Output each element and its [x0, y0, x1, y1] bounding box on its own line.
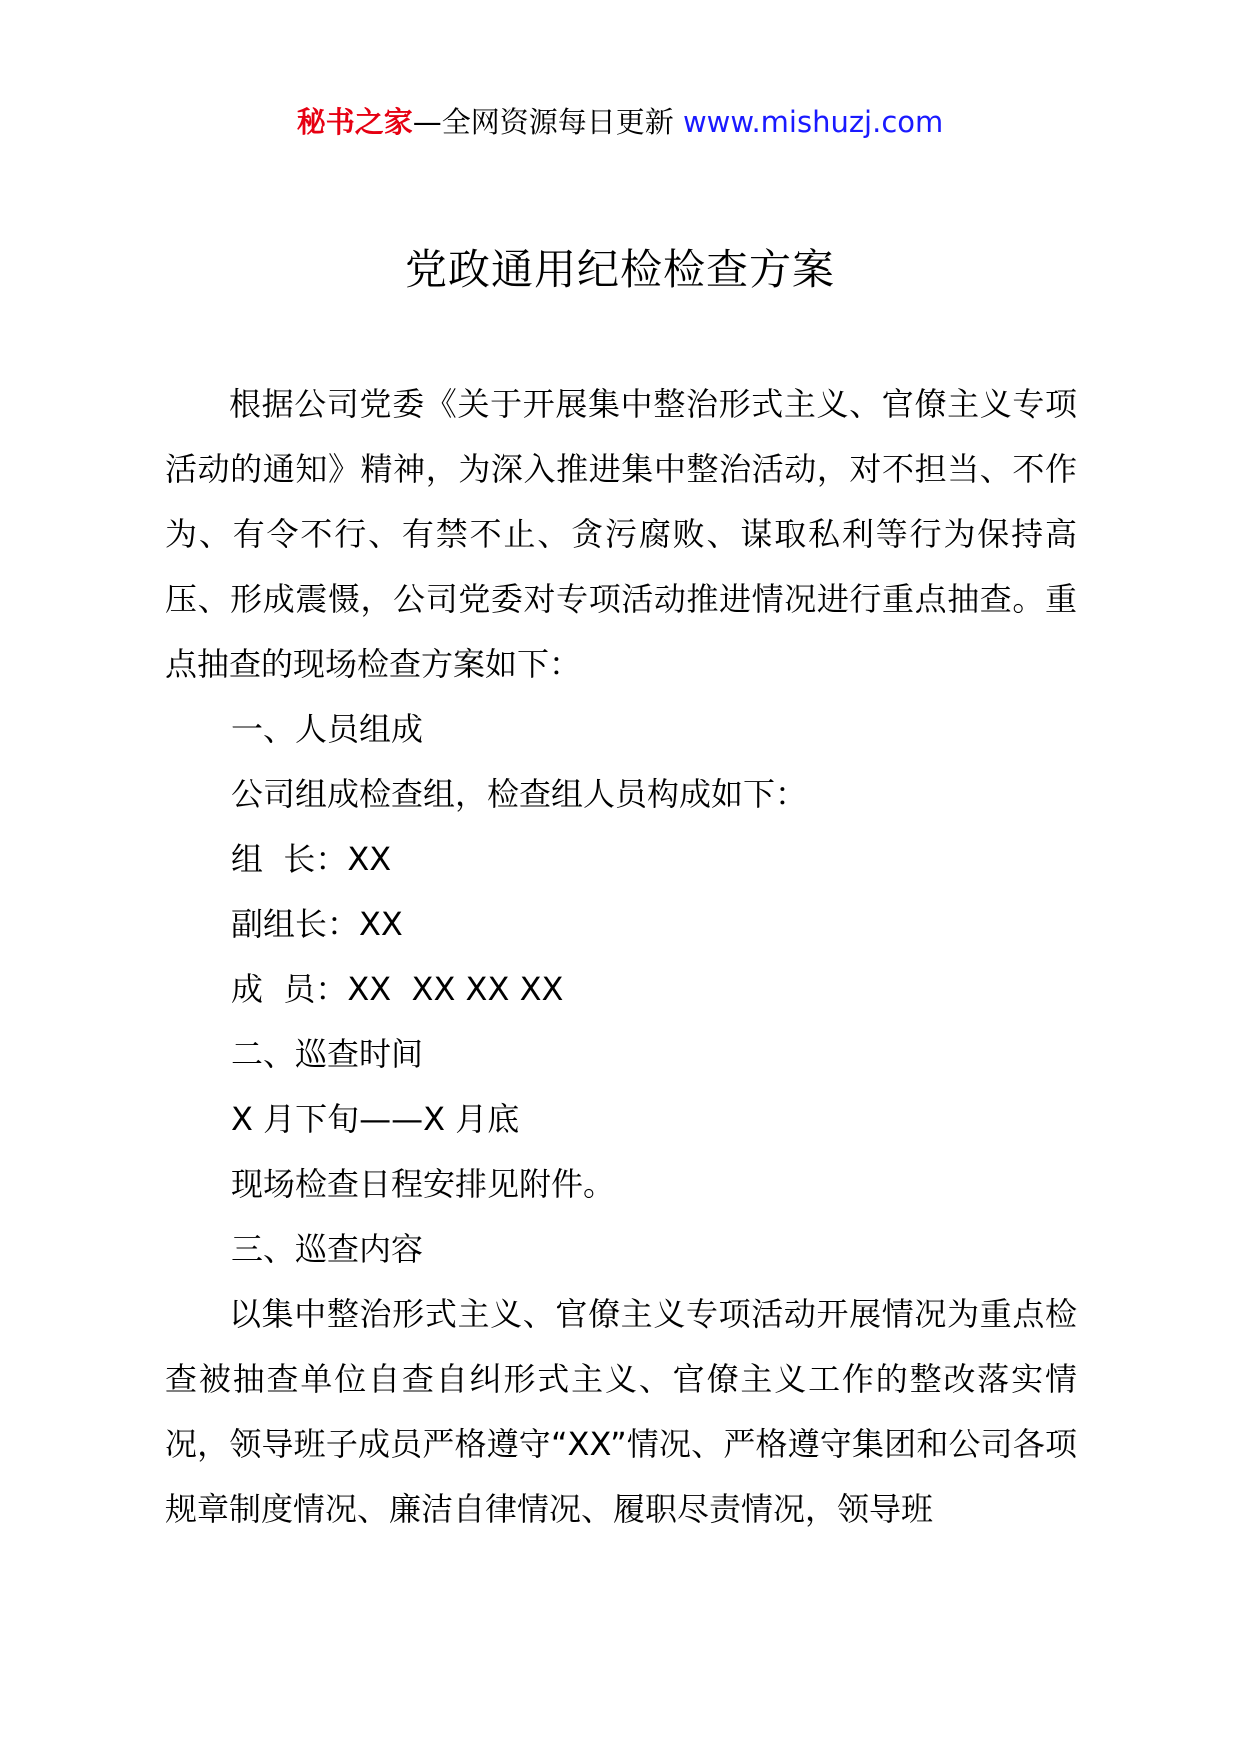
members-line: 成 员：XX XX XX XX [231, 970, 564, 1008]
brand-name: 秘书之家 [296, 105, 413, 139]
site-url[interactable]: www.mishuzj.com [682, 105, 944, 139]
section-heading-personnel: 一、人员组成 [231, 710, 424, 748]
site-header [0, 102, 1240, 142]
content-paragraph: 以集中整治形式主义、官僚主义专项活动开展情况为重点检查被抽查单位自查自纠形式主义、官僚主义工作的整改落实情况，领导班子成员严格遵守“XX”情况、严格遵守集团和公司各项规章制度情况、廉洁自律情况、履职尽责情况，领导班 [165, 1295, 1077, 1528]
personnel-intro: 公司组成检查组，检查组人员构成如下： [231, 775, 808, 813]
section-heading-time: 二、巡查时间 [231, 1035, 424, 1073]
intro-paragraph: 根据公司党委《关于开展集中整治形式主义、官僚主义专项活动的通知》精神，为深入推进集中整治活动，对不担当、不作为、有令不行、有禁不止、贪污腐败、谋取私利等行为保持高压、形成震慑，公司党委对专项活动推进情况进行重点抽查。重点抽查的现场检查方案如下： [165, 385, 1077, 683]
schedule-note-line: 现场检查日程安排见附件。 [231, 1165, 616, 1203]
deputy-leader-line: 副组长：XX [231, 905, 403, 943]
section-heading-content: 三、巡查内容 [231, 1230, 424, 1268]
time-range-line: X 月下旬——X 月底 [231, 1100, 520, 1138]
header-slogan: —全网资源每日更新 [412, 105, 683, 139]
leader-line: 组 长：XX [231, 840, 392, 878]
document-body [165, 372, 1077, 1542]
document-title: 党政通用纪检检查方案 [404, 245, 835, 294]
